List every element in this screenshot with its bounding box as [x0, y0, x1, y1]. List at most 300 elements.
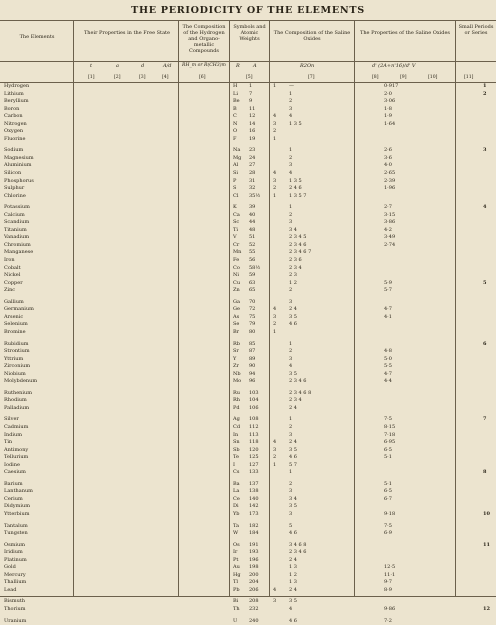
- oxide-property: 12·5: [384, 564, 396, 571]
- element-name: Phosphorus: [4, 177, 34, 184]
- hydride-count: 3: [273, 313, 277, 320]
- element-name: Cobalt: [4, 264, 21, 271]
- oxide-property: 6·9: [384, 530, 392, 537]
- element-name: Manganese: [4, 249, 34, 256]
- element-symbol: In: [233, 431, 239, 438]
- header-periods: Small Periods or Series: [458, 24, 494, 36]
- element-row: [0, 454, 496, 462]
- element-name: Sodium: [4, 147, 24, 154]
- hydride-count: 4: [273, 113, 277, 120]
- oxide-property: 4·8: [384, 348, 392, 355]
- oxide-property: 2·6: [384, 147, 392, 154]
- series-number: 1: [483, 83, 487, 89]
- element-symbol: Cs: [233, 469, 240, 476]
- element-symbol: La: [233, 488, 240, 495]
- oxide-property: 2·74: [384, 241, 396, 248]
- colnum-8: [8]: [372, 75, 379, 80]
- oxide-property: 4·4: [384, 378, 392, 385]
- element-row: [0, 314, 496, 322]
- oxide-composition: 3: [289, 510, 293, 517]
- element-name: Bromine: [4, 328, 26, 335]
- element-symbol: Sr: [233, 348, 239, 355]
- subhead-rh: RH_m or R(CH3)m: [182, 63, 226, 68]
- element-symbol: Ga: [233, 298, 240, 305]
- oxide-composition: 2 4: [289, 556, 297, 563]
- element-symbol: Ce: [233, 495, 240, 502]
- element-name: Molybdenum: [4, 378, 38, 385]
- element-name: Magnesium: [4, 154, 34, 161]
- atomic-weight: 103: [249, 389, 259, 396]
- hydride-count: 2: [273, 454, 277, 461]
- element-symbol: Th: [233, 606, 240, 612]
- element-row: [0, 542, 496, 550]
- oxide-composition: 2 3 4 5: [289, 234, 307, 241]
- element-symbol: I: [233, 461, 235, 468]
- element-row: [0, 371, 496, 379]
- oxide-composition: 2: [289, 154, 293, 161]
- header-oxides: The Composition of the Saline Oxides: [273, 30, 351, 42]
- element-row: [0, 83, 496, 91]
- element-name: Vanadium: [4, 234, 30, 241]
- atomic-weight: 138: [249, 488, 259, 495]
- element-name: Chlorine: [4, 192, 26, 199]
- oxide-property: 11·1: [384, 571, 396, 578]
- element-symbol: Pd: [233, 404, 240, 411]
- hydride-count: 2: [273, 128, 277, 135]
- oxide-composition: 1: [289, 416, 293, 423]
- hydride-count: 2: [273, 185, 277, 192]
- element-symbol: Ba: [233, 480, 240, 487]
- element-symbol: Ti: [233, 226, 238, 233]
- series-number: 10: [483, 510, 490, 517]
- element-symbol: Ni: [233, 272, 239, 279]
- atomic-weight: 35½: [249, 192, 261, 199]
- oxide-property: 9·86: [384, 606, 396, 612]
- oxide-composition: 2 4: [289, 586, 297, 593]
- oxide-composition: 2 3 4: [289, 264, 302, 271]
- series-number: 5: [483, 279, 487, 286]
- oxide-composition: 5 7: [289, 461, 297, 468]
- atomic-weight: 200: [249, 571, 259, 578]
- oxide-composition: 1 2: [289, 279, 297, 286]
- series-number: 7: [483, 416, 487, 423]
- element-symbol: V: [233, 234, 237, 241]
- element-symbol: Y: [233, 355, 237, 362]
- element-name: Rubidium: [4, 340, 29, 347]
- element-name: Silver: [4, 416, 19, 423]
- element-name: Gallium: [4, 298, 24, 305]
- element-symbol: Br: [233, 328, 240, 335]
- hydride-count: 1: [273, 135, 277, 142]
- atomic-weight: 240: [249, 617, 259, 624]
- oxide-composition: 1 3: [289, 564, 297, 571]
- element-symbol: Ca: [233, 211, 240, 218]
- oxide-composition: 5: [289, 522, 293, 529]
- subhead-oxprop: d' (2A+n'16)/d' V: [372, 63, 416, 69]
- element-row: [0, 321, 496, 329]
- element-row: [0, 469, 496, 477]
- oxide-property: 8·9: [384, 586, 392, 593]
- element-row: [0, 178, 496, 186]
- series-number: 11: [483, 541, 490, 548]
- colnum-7: [7]: [308, 75, 315, 80]
- atomic-weight: 19: [249, 135, 256, 142]
- element-name: Zinc: [4, 287, 16, 294]
- element-name: Tin: [4, 439, 13, 446]
- oxide-property: 5·7: [384, 287, 392, 294]
- atomic-weight: 85: [249, 340, 256, 347]
- element-name: Nitrogen: [4, 120, 27, 127]
- oxide-composition: 2 4: [289, 404, 297, 411]
- element-row: [0, 572, 496, 580]
- element-name: Cerium: [4, 495, 23, 502]
- oxide-composition: 3: [289, 355, 293, 362]
- series-number: 4: [483, 204, 487, 211]
- oxide-composition: 3 4: [289, 226, 297, 233]
- header-free-state: Their Properties in the Free State: [83, 30, 171, 36]
- oxide-composition: 3 5: [289, 313, 297, 320]
- element-row: [0, 618, 496, 625]
- oxide-property: 5·1: [384, 480, 392, 487]
- oxide-property: 5·0: [384, 355, 392, 362]
- element-name: Gold: [4, 564, 16, 571]
- colnum-6: [6]: [199, 75, 206, 80]
- atomic-weight: 127: [249, 461, 259, 468]
- element-symbol: Sb: [233, 446, 240, 453]
- element-symbol: Di: [233, 503, 239, 510]
- element-symbol: Au: [233, 564, 240, 571]
- element-name: Germanium: [4, 306, 34, 313]
- oxide-property: 6·95: [384, 439, 396, 446]
- element-name: Iodine: [4, 461, 20, 468]
- oxide-composition: 1 3: [289, 579, 297, 586]
- element-symbol: Be: [233, 98, 240, 105]
- element-symbol: W: [233, 530, 239, 537]
- element-name: Thallium: [4, 579, 27, 586]
- element-row: [0, 287, 496, 295]
- element-name: Platinum: [4, 556, 27, 563]
- element-name: Calcium: [4, 211, 25, 218]
- oxide-property: 4·1: [384, 313, 392, 320]
- element-row: [0, 564, 496, 572]
- atomic-weight: 48: [249, 226, 256, 233]
- oxide-composition: 4 6: [289, 321, 297, 328]
- element-row: [0, 234, 496, 242]
- element-symbol: Ir: [233, 549, 238, 556]
- element-rows: [0, 83, 496, 625]
- atomic-weight: 44: [249, 219, 256, 226]
- oxide-property: 4·2: [384, 226, 392, 233]
- rule-top: [0, 20, 496, 21]
- element-row: [0, 363, 496, 371]
- oxide-property: 5·1: [384, 454, 392, 461]
- oxide-composition: 2: [289, 287, 293, 294]
- element-name: Osmium: [4, 541, 25, 548]
- element-symbol: O: [233, 128, 238, 135]
- hydride-count: 3: [273, 177, 277, 184]
- atomic-weight: 208: [249, 598, 259, 605]
- atomic-weight: 9: [249, 98, 253, 105]
- element-symbol: As: [233, 313, 240, 320]
- oxide-composition: 2 4: [289, 306, 297, 313]
- element-symbol: Yb: [233, 510, 240, 517]
- element-name: Mercury: [4, 571, 26, 578]
- oxide-composition: 2 3 4 6: [289, 549, 307, 556]
- element-row: [0, 432, 496, 440]
- element-row: [0, 329, 496, 337]
- element-row: [0, 598, 496, 606]
- element-name: Niobium: [4, 370, 26, 377]
- atomic-weight: 65: [249, 287, 256, 294]
- element-row: [0, 249, 496, 257]
- oxide-property: 7·18: [384, 431, 396, 438]
- element-row: [0, 378, 496, 386]
- element-row: [0, 136, 496, 144]
- atomic-weight: 96: [249, 378, 256, 385]
- atomic-weight: 193: [249, 549, 259, 556]
- atomic-weight: 196: [249, 556, 259, 563]
- element-row: [0, 511, 496, 519]
- element-row: [0, 155, 496, 163]
- oxide-composition: 4 6: [289, 454, 297, 461]
- element-symbol: Mn: [233, 249, 242, 256]
- oxide-composition: 1 3 5: [289, 177, 302, 184]
- element-name: Copper: [4, 279, 23, 286]
- oxide-composition: 3 5: [289, 370, 297, 377]
- atomic-weight: 24: [249, 154, 256, 161]
- colnum-11: [11]: [464, 75, 474, 80]
- oxide-property: 9·18: [384, 510, 396, 517]
- atomic-weight: 204: [249, 579, 259, 586]
- atomic-weight: 79: [249, 321, 256, 328]
- element-row: [0, 390, 496, 398]
- element-name: Fluorine: [4, 135, 26, 142]
- element-row: [0, 405, 496, 413]
- atomic-weight: 113: [249, 431, 259, 438]
- oxide-property: 6·5: [384, 488, 392, 495]
- element-symbol: Al: [233, 162, 239, 169]
- element-row: [0, 447, 496, 455]
- element-row: [0, 227, 496, 235]
- header-oxide-props: The Properties of the Saline Oxides: [360, 30, 450, 36]
- element-name: Rhodium: [4, 397, 27, 404]
- atomic-weight: 58½: [249, 264, 261, 271]
- element-name: Aluminium: [4, 162, 32, 169]
- element-symbol: Sn: [233, 439, 240, 446]
- oxide-composition: 3: [289, 431, 293, 438]
- atomic-weight: 7: [249, 90, 253, 97]
- oxide-property: 6·5: [384, 446, 392, 453]
- element-symbol: P: [233, 177, 237, 184]
- element-symbol: B: [233, 105, 237, 112]
- oxide-property: 5·9: [384, 279, 392, 286]
- element-symbol: Fe: [233, 257, 240, 264]
- element-name: Sulphur: [4, 185, 25, 192]
- element-name: Barium: [4, 480, 23, 487]
- element-row: [0, 219, 496, 227]
- oxide-composition: 1: [289, 469, 293, 476]
- atomic-weight: 104: [249, 397, 259, 404]
- element-row: [0, 272, 496, 280]
- oxide-property: 4·7: [384, 370, 392, 377]
- element-name: Selenium: [4, 321, 28, 328]
- oxide-property: 1·96: [384, 185, 396, 192]
- element-name: Silicon: [4, 170, 22, 177]
- element-symbol: Mg: [233, 154, 242, 161]
- atomic-weight: 198: [249, 564, 259, 571]
- element-name: Oxygen: [4, 128, 24, 135]
- element-name: Scandium: [4, 219, 30, 226]
- subhead-t: t: [90, 63, 93, 69]
- element-symbol: Cl: [233, 192, 239, 199]
- oxide-property: 3·06: [384, 98, 396, 105]
- element-row: [0, 606, 496, 614]
- colnum-5: [5]: [246, 75, 253, 80]
- oxide-composition: 1 3 5 7: [289, 192, 307, 199]
- element-row: [0, 557, 496, 565]
- oxide-composition: 4 6: [289, 530, 297, 537]
- element-name: Yttrium: [4, 355, 24, 362]
- element-row: [0, 488, 496, 496]
- oxide-composition: 4 6: [289, 617, 297, 624]
- oxide-composition: 2: [289, 480, 293, 487]
- element-symbol: Cu: [233, 279, 241, 286]
- atomic-weight: 120: [249, 446, 259, 453]
- element-name: Tellurium: [4, 454, 29, 461]
- hydride-count: 1: [273, 461, 277, 468]
- element-symbol: H: [233, 83, 238, 89]
- subhead-a: a: [116, 63, 119, 69]
- oxide-property: 1·8: [384, 105, 392, 112]
- subhead-r2o: R2On: [300, 63, 315, 69]
- colnum-4: [4]: [162, 75, 169, 80]
- oxide-composition: 4: [289, 363, 293, 370]
- element-symbol: Cr: [233, 241, 240, 248]
- element-row: [0, 265, 496, 273]
- series-number: 2: [483, 90, 487, 97]
- atomic-weight: 11: [249, 105, 256, 112]
- hydride-count: 1: [273, 192, 277, 199]
- element-row: [0, 147, 496, 155]
- element-symbol: Zn: [233, 287, 240, 294]
- atomic-weight: 80: [249, 328, 256, 335]
- oxide-composition: 2 3 6: [289, 257, 302, 264]
- series-number: 8: [483, 469, 487, 476]
- series-number: 12: [483, 606, 490, 612]
- oxide-composition: 2: [289, 211, 293, 218]
- element-row: [0, 121, 496, 129]
- element-symbol: Pt: [233, 556, 239, 563]
- element-row: [0, 416, 496, 424]
- oxide-composition: 2 3 4 6: [289, 378, 307, 385]
- atomic-weight: 106: [249, 404, 259, 411]
- oxide-composition: 2 3: [289, 272, 297, 279]
- oxide-property: 3·15: [384, 211, 396, 218]
- element-row: [0, 587, 496, 595]
- element-name: Hydrogen: [4, 83, 30, 89]
- oxide-composition: 3: [289, 162, 293, 169]
- element-row: [0, 170, 496, 178]
- element-row: [0, 204, 496, 212]
- element-row: [0, 496, 496, 504]
- oxide-property: 3·86: [384, 219, 396, 226]
- oxide-composition: 3 4: [289, 495, 297, 502]
- element-name: Tungsten: [4, 530, 28, 537]
- subhead-atomic: A: [253, 63, 257, 69]
- element-symbol: Hg: [233, 571, 241, 578]
- atomic-weight: 89: [249, 355, 256, 362]
- oxide-property: 0·917: [384, 83, 399, 89]
- atomic-weight: 1: [249, 83, 253, 89]
- atomic-weight: 206: [249, 586, 259, 593]
- element-name: Ytterbium: [4, 510, 30, 517]
- atomic-weight: 173: [249, 510, 259, 517]
- oxide-composition: 1: [289, 90, 293, 97]
- element-name: Iridium: [4, 549, 23, 556]
- element-symbol: Ru: [233, 389, 240, 396]
- oxide-composition: 2 3 4 6: [289, 241, 307, 248]
- element-row: [0, 106, 496, 114]
- element-symbol: N: [233, 120, 238, 127]
- element-name: Arsenic: [4, 313, 24, 320]
- oxide-composition: 2 3 4 6 8: [289, 389, 312, 396]
- atomic-weight: 184: [249, 530, 259, 537]
- oxide-composition: 3 5: [289, 503, 297, 510]
- oxide-composition: 2 3 4 6 7: [289, 249, 312, 256]
- oxide-property: 3·49: [384, 234, 396, 241]
- element-name: Beryllium: [4, 98, 29, 105]
- element-row: [0, 439, 496, 447]
- header-compounds: The Composition of the Hydrogen and Organo-metallic Compounds: [182, 24, 226, 54]
- oxide-property: 7·5: [384, 522, 392, 529]
- element-symbol: Zr: [233, 363, 239, 370]
- element-row: [0, 530, 496, 538]
- hydride-count: 3: [273, 598, 277, 605]
- hydride-count: 4: [273, 170, 277, 177]
- atomic-weight: 55: [249, 249, 256, 256]
- atomic-weight: 23: [249, 147, 256, 154]
- hydride-count: 1: [273, 83, 277, 89]
- atomic-weight: 63: [249, 279, 256, 286]
- series-number: 6: [483, 340, 487, 347]
- oxide-property: 1·9: [384, 113, 392, 120]
- oxide-composition: 2: [289, 98, 293, 105]
- element-name: Uranium: [4, 617, 27, 624]
- hydride-count: 1: [273, 328, 277, 335]
- element-symbol: Li: [233, 90, 238, 97]
- oxide-composition: 1: [289, 340, 293, 347]
- colnum-1: [1]: [88, 75, 95, 80]
- element-symbol: Bi: [233, 598, 239, 605]
- element-name: Nickel: [4, 272, 21, 279]
- element-symbol: Ag: [233, 416, 240, 423]
- element-row: [0, 356, 496, 364]
- element-row: [0, 397, 496, 405]
- oxide-composition: 2 3 4: [289, 397, 302, 404]
- element-name: Indium: [4, 431, 22, 438]
- oxide-composition: 1 3 5: [289, 120, 302, 127]
- element-symbol: Co: [233, 264, 240, 271]
- oxide-property: 2·0: [384, 90, 392, 97]
- element-row: [0, 113, 496, 121]
- element-row: [0, 280, 496, 288]
- oxide-composition: 3: [289, 219, 293, 226]
- element-symbol: U: [233, 617, 238, 624]
- element-name: Chromium: [4, 241, 31, 248]
- atomic-weight: 125: [249, 454, 259, 461]
- atomic-weight: 140: [249, 495, 259, 502]
- oxide-composition: 1 2: [289, 571, 297, 578]
